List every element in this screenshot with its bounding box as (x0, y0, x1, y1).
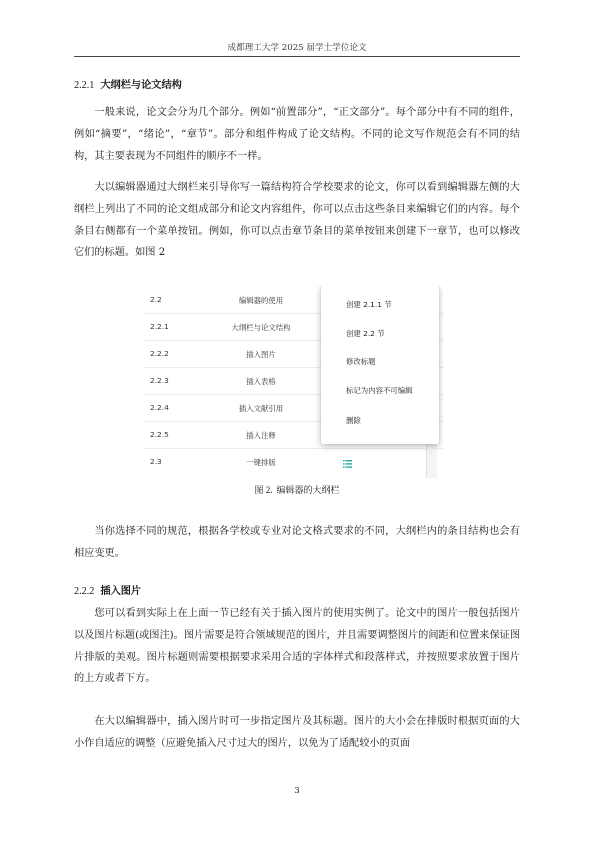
list-icon[interactable] (343, 460, 352, 468)
figure-caption (74, 483, 520, 496)
section-number: 2.2.2 (74, 586, 95, 597)
section-title: 大纲栏与论文结构 (100, 80, 182, 91)
outline-row[interactable] (143, 448, 443, 475)
outline-row-title: 插入文献引用 (238, 404, 284, 413)
menu-item-create-subsection[interactable]: 创建 2.1.1 节 (346, 300, 392, 309)
outline-row-title: 插入注释 (246, 431, 276, 440)
outline-row-number: 2.2.4 (150, 403, 169, 412)
header-rule (74, 56, 520, 57)
outline-figure (143, 286, 443, 478)
page-number: 3 (294, 786, 300, 796)
page-header: 成都理工大学 2025 届学士学位论文 (227, 43, 367, 53)
outline-row-number: 2.3 (150, 457, 162, 466)
outline-row-title: 编辑器的使用 (238, 296, 284, 305)
outline-row-number: 2.2.5 (150, 430, 169, 439)
paragraph: 您可以看到实际上在上面一节已经有关于插入图片的使用实例了。论文中的图片一般包括图片以及图片标题(或图注)。图片需要是符合领域规范的图片，并且需要调整图片的间距和位置来保证图片排版的美观。图片标题则需要根据要求采用合适的字体样式和段落样式，并按照要求放置于图片的上方或者下方。 (74, 608, 521, 685)
menu-item-rename[interactable]: 修改标题 (346, 357, 376, 366)
paragraph: 当你选择不同的规范，根据各学校或专业对论文格式要求的不同，大纲栏内的条目结构也会有相应变更。 (74, 526, 520, 559)
paragraph: 在大以编辑器中，插入图片时可一步指定图片及其标题。图片的大小会在排版时根据页面的大小作自适应的调整（应避免插入尺寸过大的图片，以免为了适配较小的页面 (74, 716, 520, 749)
caption-number: 图 2. (254, 485, 273, 495)
outline-row-number: 2.2.2 (150, 349, 169, 358)
section-number: 2.2.1 (74, 80, 95, 91)
section-title: 插入图片 (100, 586, 142, 597)
outline-row-title: 大纲栏与论文结构 (231, 323, 291, 332)
context-menu (321, 286, 439, 444)
paragraph: 大以编辑器通过大纲栏来引导你写一篇结构符合学校要求的论文，你可以看到编辑器左侧的大纲栏上列出了不同的论文组成部分和论文内容组件，你可以点击这些条目来编辑它们的内容。每个条目右侧都有一个菜单按钮。例如，你可以点击章节条目的菜单按钮来创建下一章节，也可以修改它们的标题。如图 2 (74, 182, 520, 259)
menu-item-delete[interactable]: 删除 (346, 416, 361, 425)
menu-item-lock-content[interactable]: 标记为内容不可编辑 (346, 386, 413, 395)
section-heading-2-2-1 (74, 76, 182, 91)
section-heading-2-2-2 (74, 582, 141, 597)
outline-row-title: 插入图片 (246, 350, 276, 359)
paragraph: 一般来说，论文会分为几个部分。例如“前置部分”，“正文部分”。每个部分中有不同的组件，例如“摘要”，“绪论”，“章节”。部分和组件构成了论文结构。不同的论文写作规范会有不同的结构，其主要表现为不同组件的顺序不一样。 (74, 107, 520, 162)
caption-text: 编辑器的大纲栏 (276, 486, 340, 496)
outline-row-title: 插入表格 (246, 377, 276, 386)
outline-row-number: 2.2.3 (150, 376, 169, 385)
outline-row-number: 2.2 (150, 295, 162, 304)
menu-item-create-section[interactable]: 创建 2.2 节 (346, 329, 385, 338)
outline-row-title: 一键排版 (246, 458, 276, 467)
outline-row-number: 2.2.1 (150, 322, 169, 331)
